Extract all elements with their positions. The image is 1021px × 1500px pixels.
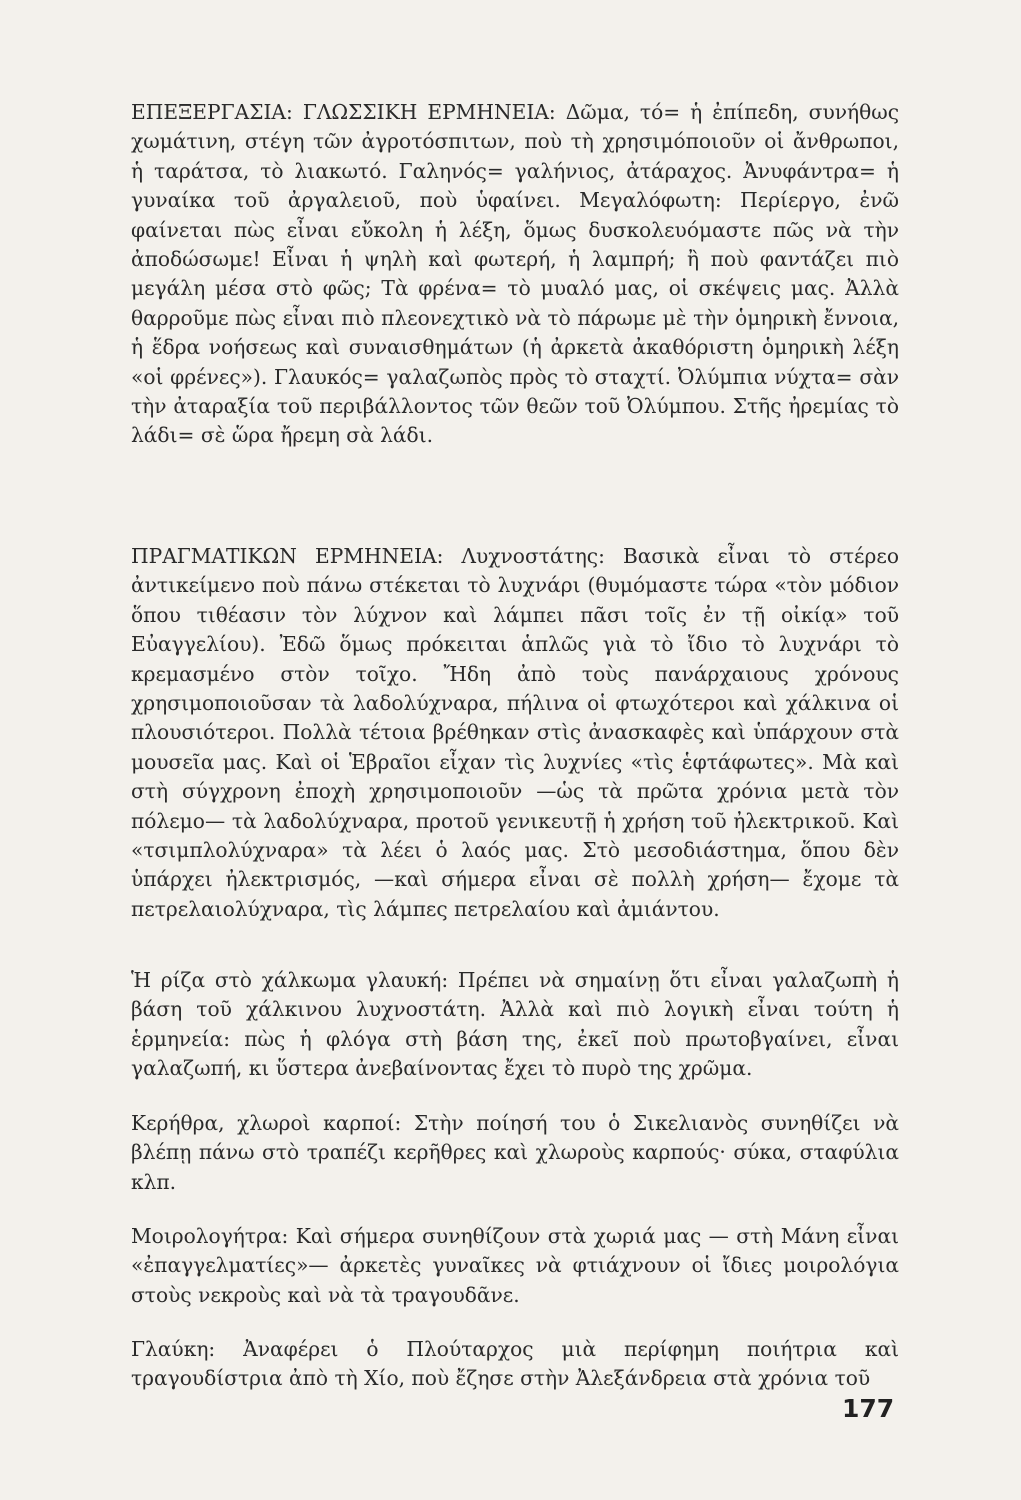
paragraph-glauke: Γλαύκη: Ἀναφέρει ὁ Πλούταρχος μιὰ περίφημη ποιήτρια καὶ τραγουδίστρια ἀπὸ τὴ Χίο, ποὺ ἔζησε στὴν Ἀλεξάνδρεια στὰ χρόνια τοῦ xyxy=(131,1337,899,1391)
paragraph-root-copper: Ἡ ρίζα στὸ χάλκωμα γλαυκή: Πρέπει νὰ σημαίνῃ ὅτι εἶναι γαλαζωπὴ ἡ βάση τοῦ χάλκινου λυχνοστάτη. Ἀλλὰ καὶ πιὸ λογικὴ εἶναι τούτη ἡ ἑρμηνεία: πὼς ἡ φλόγα στὴ βάση της, ἐκεῖ ποὺ πρωτοβγαίνει, εἶναι γαλαζωπή, κι ὕστερα ἀνεβαίνοντας ἔχει τὸ πυρὸ της χρῶμα. xyxy=(131,968,899,1081)
paragraph-mourner: Μοιρολογήτρα: Καὶ σήμερα συνηθίζουν στὰ χωριά μας — στὴ Μάνη εἶναι «ἐπαγγελματίες»— ἀρκετὲς γυναῖκες νὰ φτιάχνουν οἱ ἴδιες μοιρολόγια στοὺς νεκροὺς καὶ νὰ τὰ τραγουδᾶνε. xyxy=(131,1224,899,1307)
page-number: 177 xyxy=(842,1394,895,1423)
paragraph-realia: ΠΡΑΓΜΑΤΙΚΩΝ ΕΡΜΗΝΕΙΑ: Λυχνοστάτης: Βασικὰ εἶναι τὸ στέρεο ἀντικείμενο ποὺ πάνω στέκεται τὸ λυχνάρι (θυμόμαστε τώρα «τὸν μόδιον ὅπου τιθέασιν τὸν λύχνον καὶ λάμπει πᾶσι τοῖς ἐν τῇ οἰκίᾳ» τοῦ Εὐαγγελίου). Ἐδῶ ὅμως πρόκειται ἁπλῶς γιὰ τὸ ἴδιο τὸ λυχνάρι τὸ κρεμασμένο στὸν τοῖχο. Ἤδη ἀπὸ τοὺς πανάρχαιους χρόνους χρησιμοποιοῦσαν τὰ λαδολύχναρα, πήλινα οἱ φτωχότεροι καὶ χάλκινα οἱ πλουσιότεροι. Πολλὰ τέτοια βρέθηκαν στὶς ἀνασκαφὲς καὶ ὑπάρχουν στὰ μουσεῖα μας. Καὶ οἱ Ἑβραῖοι εἶχαν τὶς λυχνίες «τὶς ἑφτάφωτες». Μὰ καὶ στὴ σύγχρονη ἐποχὴ χρησιμοποιοῦν —ὡς τὰ πρῶτα χρόνια μετὰ τὸν πόλεμο— τὰ λαδολύχναρα, προτοῦ γενικευτῇ ἡ χρήση τοῦ ἠλεκτρικοῦ. Καὶ «τσιμπλολύχναρα» τὰ λέει ὁ λαός μας. Στὸ μεσοδιάστημα, ὅπου δὲν ὑπάρχει ἠλεκτρισμός, —καὶ σήμερα εἶναι σὲ πολλὴ χρήση— ἔχομε τὰ πετρελαιολύχναρα, τὶς λάμπες πετρελαίου καὶ ἀμιάντου. xyxy=(131,544,899,921)
paragraph-glossary: ΕΠΕΞΕΡΓΑΣΙΑ: ΓΛΩΣΣΙΚΗ ΕΡΜΗΝΕΙΑ: Δῶμα, τό= ἡ ἐπίπεδη, συνήθως χωμάτινη, στέγη τῶν ἀγροτόσπιτων, ποὺ τὴ χρησιμόποιοῦν οἱ ἄνθρωποι, ἡ ταράτσα, τὸ λιακωτό. Γαληνός= γαλήνιος, ἀτάραχος. Ἀνυφάντρα= ἡ γυναίκα τοῦ ἀργαλειοῦ, ποὺ ὑφαίνει. Μεγαλόφωτη: Περίεργο, ἐνῶ φαίνεται πὼς εἶναι εὔκολη ἡ λέξη, ὅμως δυσκολευόμαστε πῶς νὰ τὴν ἀποδώσωμε! Εἶναι ἡ ψηλὴ καὶ φωτερή, ἡ λαμπρή; ἢ ποὺ φαντάζει πιὸ μεγάλη μέσα στὸ φῶς; Τὰ φρένα= τὸ μυαλό μας, οἱ σκέψεις μας. Ἀλλὰ θαρροῦμε πὼς εἶναι πιὸ πλεονεχτικὸ νὰ τὸ πάρωμε μὲ τὴν ὁμηρικὴ ἔννοια, ἡ ἕδρα νοήσεως καὶ συναισθημάτων (ἡ ἀρκετὰ ἀκαθόριστη ὁμηρικὴ λέξη «οἱ φρένες»). Γλαυκός= γαλαζωπὸς πρὸς τὸ σταχτί. Ὀλύμπια νύχτα= σὰν τὴν ἀταραξία τοῦ περιβάλλοντος τῶν θεῶν τοῦ Ὀλύμπου. Στῆς ἠρεμίας τὸ λάδι= σὲ ὥρα ἤρεμη σὰ λάδι. xyxy=(131,100,899,448)
paragraph-honeycomb: Κερήθρα, χλωροὶ καρποί: Στὴν ποίησή του ὁ Σικελιανὸς συνηθίζει νὰ βλέπῃ πάνω στὸ τραπέζι κερῆθρες καὶ χλωροὺς καρπούς· σύκα, σταφύλια κλπ. xyxy=(131,1111,899,1194)
